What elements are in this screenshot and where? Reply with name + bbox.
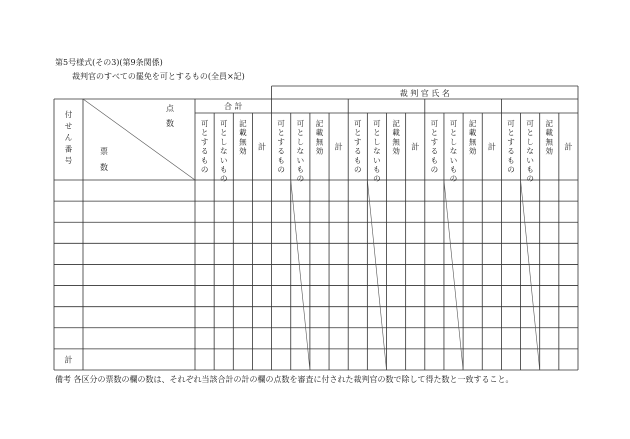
vertical-char: な	[449, 146, 458, 156]
vertical-char: も	[507, 155, 515, 165]
vertical-char: も	[449, 165, 458, 174]
table-text-layer	[65, 88, 573, 364]
vertical-char: と	[507, 128, 515, 138]
vertical-char: の	[296, 174, 305, 184]
vertical-char: の	[430, 165, 439, 174]
vertical-char: 効	[468, 146, 477, 156]
vertical-char: 記	[392, 119, 400, 128]
vertical-char: る	[507, 146, 515, 156]
vertical-char: も	[296, 165, 305, 174]
vertical-char: 可	[507, 119, 515, 128]
vertical-char: 効	[545, 146, 554, 156]
tag-number-label	[65, 109, 73, 165]
vertical-char: る	[200, 146, 209, 156]
vertical-char: 効	[239, 146, 247, 156]
vertical-char: ん	[64, 133, 73, 142]
strike-diagonal	[521, 180, 540, 370]
vertical-char: 無	[239, 137, 247, 147]
vertical-char: と	[526, 128, 534, 138]
vertical-char: 可	[219, 119, 228, 128]
total-row-label: 計	[64, 355, 73, 365]
vertical-char: す	[200, 137, 209, 147]
column-label	[507, 119, 515, 174]
vertical-char: し	[296, 137, 305, 147]
vertical-char: す	[507, 137, 515, 147]
points-label-2: 数	[166, 119, 174, 128]
column-label	[526, 119, 534, 183]
column-label	[220, 119, 228, 183]
vertical-char: 付	[64, 110, 73, 119]
vertical-char: 無	[315, 137, 324, 147]
vertical-char: 記	[315, 119, 324, 128]
vertical-char: 可	[200, 119, 209, 128]
strike-diagonal	[444, 180, 463, 370]
vertical-char: 可	[526, 119, 534, 128]
vertical-char: す	[354, 137, 362, 147]
vertical-char: 効	[392, 146, 400, 156]
total-column-label: 計	[411, 142, 420, 152]
judge-names-header: 裁 判 官 氏 名	[399, 89, 450, 98]
vertical-char: の	[507, 165, 515, 174]
vertical-char: も	[219, 165, 228, 174]
vertical-char: な	[526, 146, 534, 156]
column-label	[297, 119, 305, 183]
form-subtitle: 裁判官のすべての罷免を可とするもの(全員×記)	[72, 72, 245, 81]
vertical-char: も	[277, 155, 285, 165]
total-column-label: 計	[487, 142, 496, 152]
vertical-char: 可	[354, 119, 362, 128]
vertical-char: も	[430, 155, 439, 165]
vertical-char: し	[449, 137, 458, 147]
vertical-char: の	[354, 165, 362, 174]
vertical-char: と	[219, 128, 228, 138]
column-label	[316, 119, 324, 156]
vertical-char: と	[296, 128, 305, 138]
vertical-char: と	[430, 128, 439, 138]
votes-label-1: 票	[100, 147, 108, 156]
form-title: 第5号様式(その3)(第9条関係)	[55, 58, 163, 67]
vertical-char: 記	[545, 119, 554, 128]
vertical-char: の	[277, 165, 285, 174]
vertical-char: 可	[430, 119, 439, 128]
vertical-char: い	[449, 155, 458, 165]
votes-label-2: 数	[100, 163, 108, 172]
vertical-char: と	[277, 128, 285, 138]
vertical-char: せ	[64, 121, 73, 131]
total-group-header: 合 計	[224, 102, 243, 111]
column-label	[201, 119, 209, 174]
vertical-char: と	[449, 128, 458, 138]
vertical-char: 可	[277, 119, 285, 128]
vertical-char: 号	[64, 156, 73, 165]
vertical-char: い	[219, 155, 228, 165]
vertical-char: の	[200, 165, 209, 174]
vertical-char: 載	[468, 128, 477, 138]
vertical-char: の	[373, 174, 381, 184]
column-label	[277, 119, 285, 174]
total-column-label: 計	[258, 142, 267, 152]
vertical-char: い	[373, 155, 381, 165]
column-label	[469, 119, 477, 156]
vertical-char: の	[449, 174, 458, 184]
strike-diagonal	[367, 180, 386, 370]
vertical-char: も	[373, 165, 381, 174]
vertical-char: 記	[468, 119, 477, 128]
vertical-char: と	[373, 128, 381, 138]
vertical-char: な	[296, 146, 305, 156]
column-label	[450, 119, 458, 183]
vertical-char: も	[354, 155, 362, 165]
total-column-label: 計	[334, 142, 343, 152]
vertical-char: 可	[296, 119, 305, 128]
vertical-char: 無	[468, 137, 477, 147]
column-label	[392, 119, 400, 156]
vertical-char: も	[526, 165, 534, 174]
vertical-char: 可	[373, 119, 381, 128]
vertical-char: 載	[315, 128, 324, 138]
vertical-char: の	[219, 174, 228, 184]
vertical-char: も	[200, 155, 209, 165]
vertical-char: し	[373, 137, 381, 147]
column-label	[431, 119, 439, 174]
vertical-char: 載	[239, 128, 247, 138]
vertical-char: な	[219, 146, 228, 156]
vertical-char: い	[526, 155, 534, 165]
total-column-label: 計	[564, 142, 573, 152]
vertical-char: る	[354, 146, 362, 156]
vertical-char: 載	[392, 128, 400, 138]
remark-note: 備考 各区分の票数の欄の数は、それぞれ当該合計の計の欄の点数を審査に付された裁判官の数で除して得た数と一致すること。	[55, 375, 514, 384]
vertical-char: 無	[545, 137, 554, 147]
vertical-char: 無	[392, 137, 400, 147]
vertical-char: な	[373, 146, 381, 156]
column-label	[354, 119, 362, 174]
vertical-char: と	[354, 128, 362, 138]
column-label	[239, 119, 247, 156]
column-label	[373, 119, 381, 183]
vertical-char: 載	[545, 128, 554, 138]
vertical-char: る	[277, 146, 285, 156]
vertical-char: 効	[315, 146, 324, 156]
vertical-char: す	[277, 137, 285, 147]
vertical-char: る	[430, 146, 439, 156]
vertical-char: い	[296, 155, 305, 165]
vertical-char: 記	[239, 119, 247, 128]
vertical-char: の	[526, 174, 534, 184]
vertical-char: と	[200, 128, 209, 138]
vertical-char: し	[526, 137, 534, 147]
vertical-char: す	[430, 137, 439, 147]
vertical-char: し	[219, 137, 228, 147]
points-label-1: 点	[166, 104, 174, 113]
vertical-char: 可	[449, 119, 458, 128]
strike-diagonal	[291, 180, 310, 370]
vertical-char: 番	[64, 144, 73, 154]
column-label	[546, 119, 554, 156]
